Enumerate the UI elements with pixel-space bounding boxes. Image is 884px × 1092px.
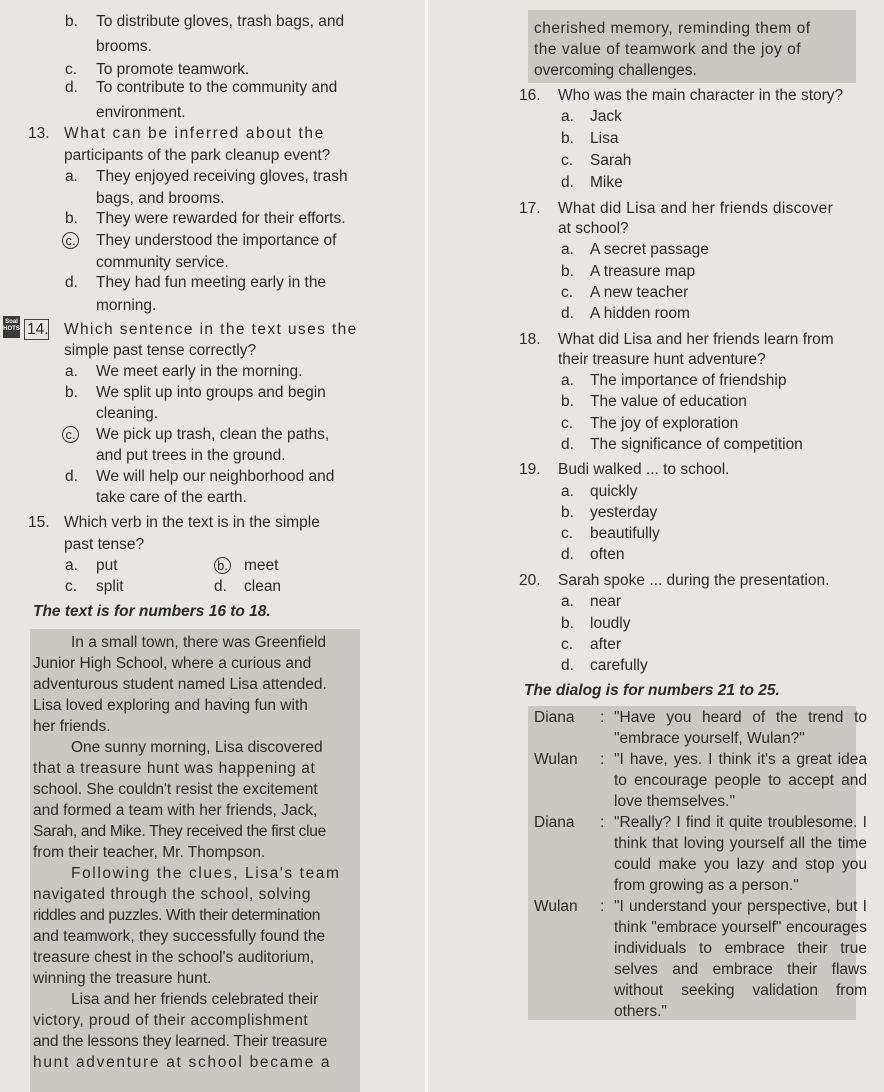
q17-number: 17. xyxy=(519,200,541,217)
passage-cont-line: the value of teamwork and the joy of xyxy=(534,41,802,58)
passage-line: In a small town, there was Greenfield xyxy=(71,634,327,651)
q17-option-c-text: A new teacher xyxy=(590,284,689,301)
q20-question: Sarah spoke ... during the presentation. xyxy=(558,572,830,589)
q18-option-c-text: The joy of exploration xyxy=(590,415,739,432)
q20-option-b-letter: b. xyxy=(561,615,574,632)
passage-line: Following the clues, Lisa's team xyxy=(71,865,341,882)
q16-option-b-letter: b. xyxy=(561,130,574,147)
q12-option-c-text: To promote teamwork. xyxy=(96,61,250,78)
q19-question: Budi walked ... to school. xyxy=(558,461,730,478)
passage-line: Lisa and her friends celebrated their xyxy=(71,991,319,1008)
passage-line: Lisa loved exploring and having fun with xyxy=(33,697,308,714)
passage-line: Sarah, and Mike. They received the first clue xyxy=(33,823,326,840)
q15-option-a-letter: a. xyxy=(65,557,78,574)
q17-option-c-letter: c. xyxy=(561,284,574,301)
q14-option-d-line1: We will help our neighborhood and xyxy=(96,468,335,485)
passage-line: her friends. xyxy=(33,718,111,735)
dialog-line: "I have, yes. I think it's a great idea to encourage people to accept and love themselves." xyxy=(614,751,867,810)
dialog-line: "Really? I find it quite troublesome. I think that loving yourself all the time could make you lazy and stop you from growing as a person." xyxy=(614,814,867,894)
q15-option-d-letter: d. xyxy=(214,578,227,595)
q19-number: 19. xyxy=(519,461,541,478)
q15-option-a-text: put xyxy=(96,557,118,574)
q12-option-d-line2: environment. xyxy=(96,104,186,121)
q20-option-b-text: loudly xyxy=(590,615,631,632)
q19-option-c-text: beautifully xyxy=(590,525,660,542)
q16-option-d-text: Mike xyxy=(590,174,623,191)
q15-option-b-text: split xyxy=(96,578,124,595)
q18-option-b-text: The value of education xyxy=(590,393,747,410)
q19-option-d-letter: d. xyxy=(561,546,574,563)
text-section-heading: The text is for numbers 16 to 18. xyxy=(33,603,271,620)
dialog-colon: : xyxy=(600,898,605,915)
q14-option-a-letter: a. xyxy=(65,363,78,380)
q14-option-a-text: We meet early in the morning. xyxy=(96,363,303,380)
dialog-colon: : xyxy=(600,709,605,726)
q18-option-c-letter: c. xyxy=(561,415,574,432)
q13-option-b-text: They were rewarded for their efforts. xyxy=(96,210,346,227)
q20-number: 20. xyxy=(519,572,541,589)
dialog-turn xyxy=(534,812,867,896)
hots-badge: Soal HOTS xyxy=(3,316,20,338)
q20-option-d-letter: d. xyxy=(561,657,574,674)
passage-line: victory, proud of their accomplishment xyxy=(33,1012,309,1029)
dialog-colon: : xyxy=(600,814,605,831)
q14-question-line2: simple past tense correctly? xyxy=(64,342,257,359)
q15-question-line1: Which verb in the text is in the simple xyxy=(64,514,320,531)
q13-question-line2: participants of the park cleanup event? xyxy=(64,147,331,164)
dialog-speaker: Diana xyxy=(534,814,575,831)
q13-option-b-letter: b. xyxy=(65,210,78,227)
answer-circle: b. xyxy=(214,557,231,574)
q17-option-a-letter: a. xyxy=(561,241,574,258)
dialog-speaker: Wulan xyxy=(534,898,578,915)
q16-option-a-text: Jack xyxy=(590,108,622,125)
passage-line: and teamwork, they successfully found the xyxy=(33,928,326,945)
q20-option-a-letter: a. xyxy=(561,593,574,610)
q13-option-d-line2: morning. xyxy=(96,297,157,314)
q13-question-line1: What can be inferred about the xyxy=(64,125,325,142)
q13-option-a-letter: a. xyxy=(65,168,78,185)
q12-option-b-letter: b. xyxy=(65,13,78,30)
q14-option-d-letter: d. xyxy=(65,468,78,485)
dialog-colon: : xyxy=(600,751,605,768)
passage-line: hunt adventure at school became a xyxy=(33,1054,332,1071)
q14-option-c-line2: and put trees in the ground. xyxy=(96,447,286,464)
answer-circle: c. xyxy=(62,426,79,443)
q13-option-d-line1: They had fun meeting early in the xyxy=(96,274,327,291)
passage-cont-line: cherished memory, reminding them of xyxy=(534,20,811,37)
q20-option-c-letter: c. xyxy=(561,636,574,653)
passage-line: One sunny morning, Lisa discovered xyxy=(71,739,323,756)
q17-option-d-text: A hidden room xyxy=(590,305,690,322)
q14-option-b-line1: We split up into groups and begin xyxy=(96,384,326,401)
q17-question-line2: at school? xyxy=(558,220,629,237)
q17-question-line1: What did Lisa and her friends discover xyxy=(558,200,834,217)
q14-option-b-line2: cleaning. xyxy=(96,405,159,422)
passage-line: adventurous student named Lisa attended. xyxy=(33,676,327,693)
passage-line: treasure chest in the school's auditorium, xyxy=(33,949,315,966)
q19-option-d-text: often xyxy=(590,546,625,563)
q13-option-d-letter: d. xyxy=(65,274,78,291)
q13-option-a-line1: They enjoyed receiving gloves, trash xyxy=(96,168,348,185)
q17-option-b-letter: b. xyxy=(561,263,574,280)
dialog-line: "Have you heard of the trend to "embrace yourself, Wulan?" xyxy=(614,709,867,747)
passage-line: navigated through the school, solving xyxy=(33,886,312,903)
q18-option-a-letter: a. xyxy=(561,372,574,389)
q15-number: 15. xyxy=(28,514,50,531)
q16-option-a-letter: a. xyxy=(561,108,574,125)
q13-option-c-line2: community service. xyxy=(96,254,229,271)
q19-option-c-letter: c. xyxy=(561,525,574,542)
q18-question-line1: What did Lisa and her friends learn from xyxy=(558,331,834,348)
q12-option-d-line1: To contribute to the community and xyxy=(96,79,338,96)
q16-question: Who was the main character in the story? xyxy=(558,87,844,104)
q16-option-c-text: Sarah xyxy=(590,152,632,169)
q15-question-line2: past tense? xyxy=(64,536,145,553)
passage-line: Junior High School, where a curious and xyxy=(33,655,312,672)
q13-number: 13. xyxy=(28,125,50,142)
q13-option-c-line1: They understood the importance of xyxy=(96,232,337,249)
dialog-line: "I understand your perspective, but I think "embrace yourself" encourages individuals to embrace their true selves and embrace their flaws without seeking validation from others." xyxy=(614,898,867,1020)
passage-cont-line: overcoming challenges. xyxy=(534,62,697,79)
q18-option-d-text: The significance of competition xyxy=(590,436,803,453)
q20-option-d-text: carefully xyxy=(590,657,648,674)
q19-option-b-letter: b. xyxy=(561,504,574,521)
q15-option-b-letter: c. xyxy=(65,578,78,595)
dialog-section-heading: The dialog is for numbers 21 to 25. xyxy=(524,682,780,699)
passage-line: and the lessons they learned. Their treasure xyxy=(33,1033,328,1050)
passage-line: and formed a team with her friends, Jack, xyxy=(33,802,318,819)
q14-option-b-letter: b. xyxy=(65,384,78,401)
q18-option-b-letter: b. xyxy=(561,393,574,410)
q16-number: 16. xyxy=(519,87,541,104)
dialog-turn xyxy=(534,707,867,749)
passage-line: winning the treasure hunt. xyxy=(33,970,212,987)
passage-line: school. She couldn't resist the excitement xyxy=(33,781,318,798)
q12-option-d-letter: d. xyxy=(65,79,78,96)
q19-option-a-text: quickly xyxy=(590,483,638,500)
q14-number: 14. xyxy=(27,321,49,338)
q15-option-d-text: clean xyxy=(244,578,282,595)
q19-option-b-text: yesterday xyxy=(590,504,658,521)
q14-option-d-line2: take care of the earth. xyxy=(96,489,247,506)
q18-number: 18. xyxy=(519,331,541,348)
q16-option-c-letter: c. xyxy=(561,152,574,169)
q20-option-a-text: near xyxy=(590,593,622,610)
q15-option-c-text: meet xyxy=(244,557,279,574)
q14-question-line1: Which sentence in the text uses the xyxy=(64,321,358,338)
q18-option-d-letter: d. xyxy=(561,436,574,453)
q20-option-c-text: after xyxy=(590,636,622,653)
q13-option-c-letter-circled xyxy=(65,231,79,250)
dialog-speaker: Wulan xyxy=(534,751,578,768)
dialog-block xyxy=(534,707,867,1022)
q14-option-c-letter-circled xyxy=(65,425,79,444)
q17-option-d-letter: d. xyxy=(561,305,574,322)
answer-circle: c. xyxy=(62,232,79,249)
q19-option-a-letter: a. xyxy=(561,483,574,500)
q16-option-d-letter: d. xyxy=(561,174,574,191)
q17-option-b-text: A treasure map xyxy=(590,263,696,280)
dialog-speaker: Diana xyxy=(534,709,575,726)
passage-line: riddles and puzzles. With their determination xyxy=(33,907,320,924)
column-divider xyxy=(425,0,428,1092)
q12-option-b-line1: To distribute gloves, trash bags, and xyxy=(96,13,345,30)
q18-question-line2: their treasure hunt adventure? xyxy=(558,351,766,368)
q12-option-b-line2: brooms. xyxy=(96,38,152,55)
q13-option-a-line2: bags, and brooms. xyxy=(96,190,225,207)
q12-option-c-letter: c. xyxy=(65,61,78,78)
q16-option-b-text: Lisa xyxy=(590,130,619,147)
passage-line: from their teacher, Mr. Thompson. xyxy=(33,844,266,861)
q14-option-c-line1: We pick up trash, clean the paths, xyxy=(96,426,330,443)
passage-line: that a treasure hunt was happening at xyxy=(33,760,316,777)
q15-option-c-letter-circled xyxy=(217,556,231,575)
q17-option-a-text: A secret passage xyxy=(590,241,709,258)
q18-option-a-text: The importance of friendship xyxy=(590,372,787,389)
dialog-turn xyxy=(534,749,867,812)
dialog-turn xyxy=(534,896,867,1022)
